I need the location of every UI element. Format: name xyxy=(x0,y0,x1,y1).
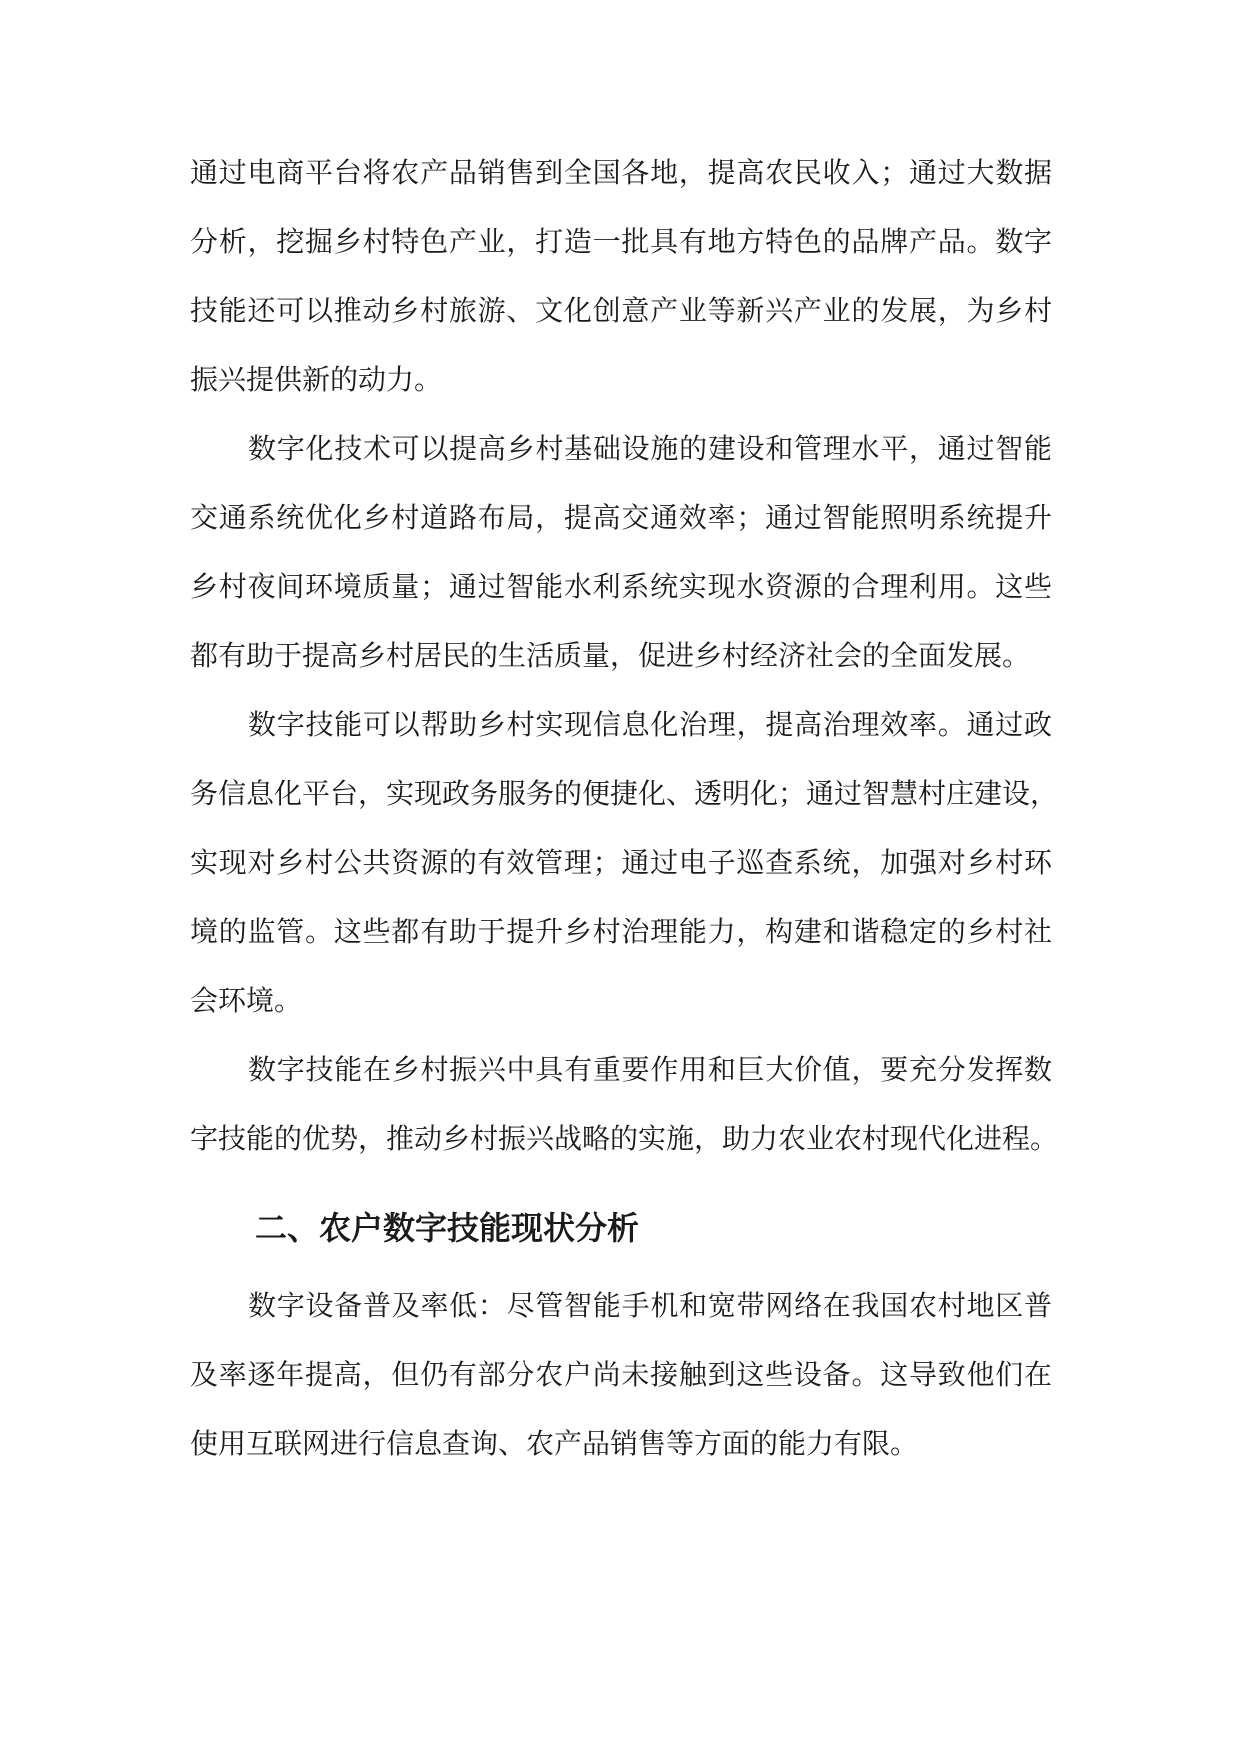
paragraph-2-line-1: 数字化技术可以提高乡村基础设施的建设和管理水平，通过智能 xyxy=(248,432,1052,465)
paragraph-3-line-3: 实现对乡村公共资源的有效管理；通过电子巡查系统，加强对乡村环 xyxy=(190,846,1052,879)
paragraph-2-line-2: 交通系统优化乡村道路布局，提高交通效率；通过智能照明系统提升 xyxy=(190,501,1052,534)
paragraph-1-line-3: 技能还可以推动乡村旅游、文化创意产业等新兴产业的发展，为乡村 xyxy=(190,294,1052,327)
paragraph-3-line-1: 数字技能可以帮助乡村实现信息化治理，提高治理效率。通过政 xyxy=(248,708,1052,741)
paragraph-2-line-4: 都有助于提高乡村居民的生活质量，促进乡村经济社会的全面发展。 xyxy=(190,639,1031,672)
paragraph-1-line-1: 通过电商平台将农产品销售到全国各地，提高农民收入；通过大数据 xyxy=(190,156,1052,189)
section-paragraph-line-1: 数字设备普及率低：尽管智能手机和宽带网络在我国农村地区普 xyxy=(248,1289,1052,1322)
paragraph-3-line-5: 会环境。 xyxy=(190,984,303,1017)
section-paragraph-line-2: 及率逐年提高，但仍有部分农户尚未接触到这些设备。这导致他们在 xyxy=(190,1358,1052,1391)
paragraph-1-line-4: 振兴提供新的动力。 xyxy=(190,363,443,396)
paragraph-3-line-2: 务信息化平台，实现政务服务的便捷化、透明化；通过智慧村庄建设， xyxy=(190,777,1059,810)
paragraph-3-line-4: 境的监管。这些都有助于提升乡村治理能力，构建和谐稳定的乡村社 xyxy=(190,915,1052,948)
section-heading: 二、农户数字技能现状分析 xyxy=(255,1209,640,1247)
paragraph-4-line-2: 字技能的优势，推动乡村振兴战略的实施，助力农业农村现代化进程。 xyxy=(190,1122,1059,1155)
paragraph-4-line-1: 数字技能在乡村振兴中具有重要作用和巨大价值，要充分发挥数 xyxy=(248,1053,1052,1086)
section-paragraph-line-3: 使用互联网进行信息查询、农产品销售等方面的能力有限。 xyxy=(190,1427,919,1460)
paragraph-2-line-3: 乡村夜间环境质量；通过智能水利系统实现水资源的合理利用。这些 xyxy=(190,570,1052,603)
paragraph-1-line-2: 分析，挖掘乡村特色产业，打造一批具有地方特色的品牌产品。数字 xyxy=(190,225,1052,258)
